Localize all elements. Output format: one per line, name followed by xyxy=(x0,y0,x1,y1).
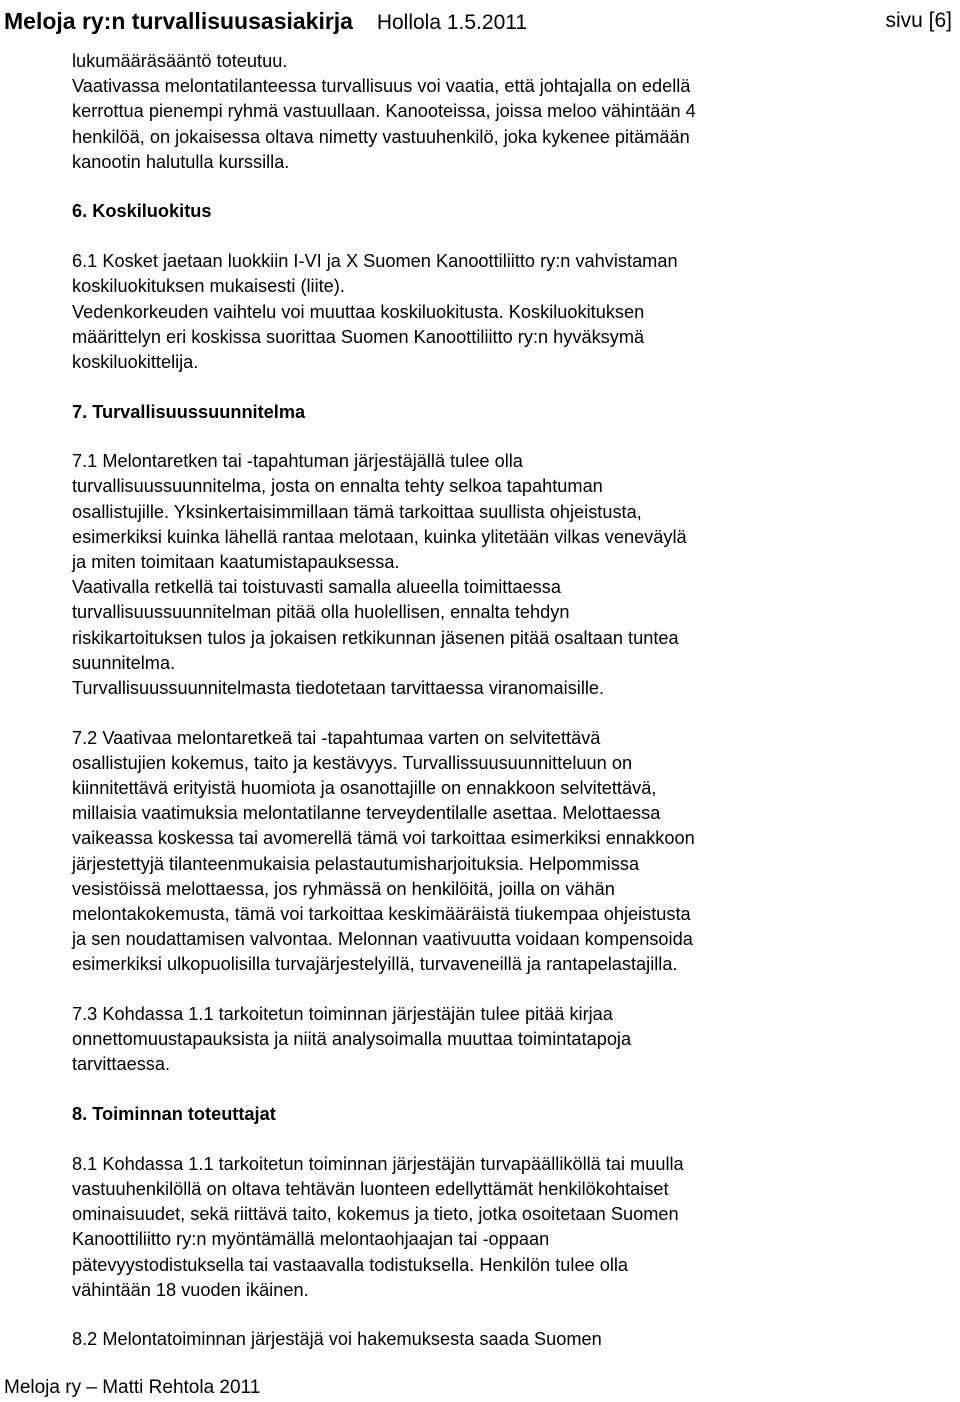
body-text-line: riskikartoituksen tulos ja jokaisen retkikunnan jäsenen pitää osaltaan tuntea xyxy=(72,627,679,648)
document-place-date: Hollola 1.5.2011 xyxy=(376,11,528,34)
paragraph-gap xyxy=(72,1303,832,1328)
body-text-line: osallistujien kokemus, taito ja kestävyys. Turvallissuusuunnitteluun on xyxy=(72,752,633,773)
paragraph-gap xyxy=(72,1078,832,1103)
body-text-line: kerrottua pienempi ryhmä vastuullaan. Kanooteissa, joissa meloo vähintään 4 xyxy=(72,101,696,122)
body-text-line: vähintään 18 vuoden ikäinen. xyxy=(72,1279,309,1300)
section-heading: 7. Turvallisuussuunnitelma xyxy=(72,401,306,422)
body-text-line: lukumääräsääntö toteutuu. xyxy=(72,51,288,71)
section-heading: 6. Koskiluokitus xyxy=(72,201,212,222)
body-text-line: koskiluokittelija. xyxy=(72,351,199,372)
document-title: Meloja ry:n turvallisuusasiakirja xyxy=(4,8,353,34)
paragraph-gap xyxy=(72,701,832,726)
body-text-line: onnettomuustapauksista ja niitä analysoimalla muuttaa toimintatapoja xyxy=(72,1029,632,1050)
paragraph-gap xyxy=(72,225,832,250)
body-text-line: vastuuhenkilöllä on oltava tehtävän luonteen edellyttämät henkilökohtaiset xyxy=(72,1178,669,1199)
paragraph-gap xyxy=(72,175,832,200)
body-text-line: vesistöissä melottaessa, jos ryhmässä on henkilöitä, joilla on vähän xyxy=(72,878,615,899)
body-text-line: ominaisuudet, sekä riittävä taito, kokemus ja tieto, jotka osoitetaan Suomen xyxy=(72,1204,679,1225)
body-text-line: 7.3 Kohdassa 1.1 tarkoitetun toiminnan järjestäjän tulee pitää kirjaa xyxy=(72,1004,613,1024)
page-header xyxy=(4,4,952,38)
body-text-line: henkilöä, on jokaisessa oltava nimetty vastuuhenkilö, joka kykenee pitämään xyxy=(72,126,690,147)
body-text-line: esimerkiksi ulkopuolisilla turvajärjestelyillä, turvaveneillä ja rantapelastajilla. xyxy=(72,954,678,975)
body-text-line: kiinnitettävä erityistä huomiota ja osanottajille on ennakkoon selvitettävä, xyxy=(72,778,657,798)
paragraph-gap xyxy=(72,425,832,450)
body-text-line: Vaativalla retkellä tai toistuvasti samalla alueella toimittaessa xyxy=(72,577,561,598)
body-text-line: Vedenkorkeuden vaihtelu voi muuttaa koskiluokitusta. Koskiluokituksen xyxy=(72,301,645,322)
body-text-line: esimerkiksi kuinka lähellä rantaa melotaan, kuinka ylitetään vilkas veneväylä xyxy=(72,526,687,547)
body-text-line: turvallisuussuunnitelman pitää olla huolellisen, ennalta tehdyn xyxy=(72,602,570,623)
body-text-line: millaisia vaatimuksia melontatilanne terveydentilalle asettaa. Melottaessa xyxy=(72,803,661,824)
body-text-line: kanootin halutulla kurssilla. xyxy=(72,151,290,172)
body-text-line: 8.1 Kohdassa 1.1 tarkoitetun toiminnan järjestäjän turvapäälliköllä tai muulla xyxy=(72,1153,684,1174)
body-text-line: ja miten toimitaan kaatumistapauksessa. xyxy=(72,552,400,572)
body-text-line: Vaativassa melontatilanteessa turvallisuus voi vaatia, että johtajalla on edellä xyxy=(72,76,691,97)
body-text-line: suunnitelma. xyxy=(72,652,176,673)
body-text-line: 8.2 Melontatoiminnan järjestäjä voi hakemuksesta saada Suomen xyxy=(72,1329,602,1350)
body-text-line: 7.1 Melontaretken tai -tapahtuman järjestäjällä tulee olla xyxy=(72,451,523,472)
page-footer: Meloja ry – Matti Rehtola 2011 xyxy=(4,1377,261,1398)
body-text-line: koskiluokituksen mukaisesti (liite). xyxy=(72,276,345,297)
page-number: sivu [6] xyxy=(885,9,952,32)
body-text-line: pätevyystodistuksella tai vastaavalla todistuksella. Henkilön tulee olla xyxy=(72,1254,629,1275)
body-text-line: ja sen noudattamisen valvontaa. Melonnan vaativuutta voidaan kompensoida xyxy=(72,929,693,950)
body-text-line: tarvittaessa. xyxy=(72,1054,171,1075)
body-text-line: osallistujille. Yksinkertaisimmillaan tämä tarkoittaa suullista ohjeistusta, xyxy=(72,501,642,522)
paragraph-gap xyxy=(72,1127,832,1152)
section-heading: 8. Toiminnan toteuttajat xyxy=(72,1104,276,1125)
paragraph-gap xyxy=(72,978,832,1003)
document-body xyxy=(72,49,832,1353)
body-text-line: turvallisuussuunnitelma, josta on ennalta tehty selkoa tapahtuman xyxy=(72,476,603,497)
body-text-line: Kanoottiliitto ry:n myöntämällä melontaohjaajan tai -oppaan xyxy=(72,1229,550,1250)
body-text-line: Turvallisuussuunnitelmasta tiedotetaan tarvittaessa viranomaisille. xyxy=(72,677,605,698)
body-text-line: melontakokemusta, tämä voi tarkoittaa keskimääräistä tiukempaa ohjeistusta xyxy=(72,903,691,924)
body-text-line: 6.1 Kosket jaetaan luokkiin I-VI ja X Suomen Kanoottiliitto ry:n vahvistaman xyxy=(72,251,678,272)
body-text-line: 7.2 Vaativaa melontaretkeä tai -tapahtumaa varten on selvitettävä xyxy=(72,727,601,748)
body-text-line: järjestettyjä tilanteenmukaisia pelastautumisharjoituksia. Helpommissa xyxy=(72,853,640,874)
body-text-line: määrittelyn eri koskissa suorittaa Suomen Kanoottiliitto ry:n hyväksymä xyxy=(72,326,645,347)
body-text-line: vaikeassa koskessa tai avomerellä tämä voi tarkoittaa esimerkiksi ennakkoon xyxy=(72,828,695,849)
paragraph-gap xyxy=(72,375,832,400)
